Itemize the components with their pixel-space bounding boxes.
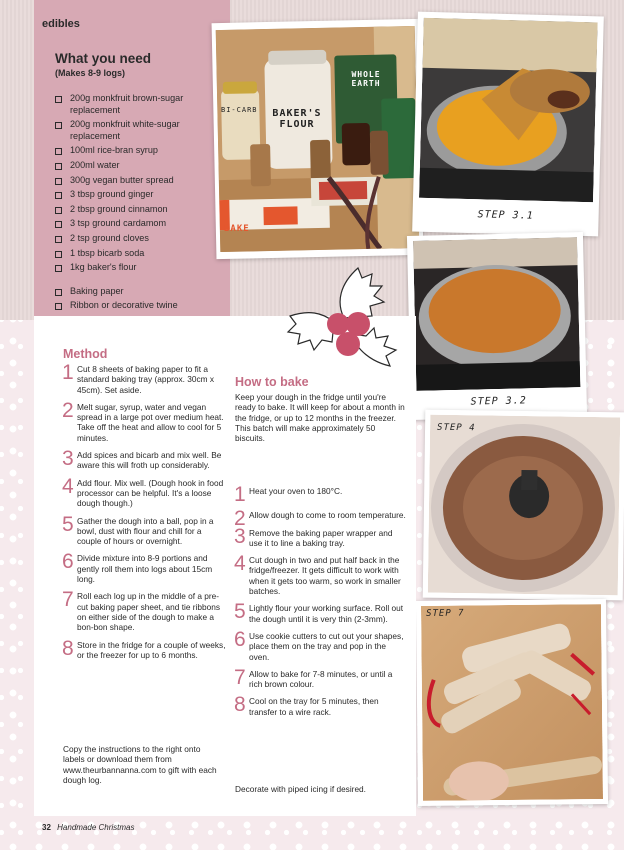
- step-text: Cool on the tray for 5 minutes, then transfer to a wire rack.: [249, 696, 379, 717]
- ingredient-item: 200g monkfruit brown-sugar replacement: [55, 93, 227, 116]
- step-4-image: [428, 415, 620, 596]
- photo-step-7: [416, 599, 608, 806]
- ingredient-item: 2 tsp ground cloves: [55, 233, 227, 245]
- step-number: 6: [62, 550, 74, 574]
- label-bakers-flour: BAKER'S FLOUR: [272, 108, 322, 130]
- bake-intro: Keep your dough in the fridge until you're ready to bake. It will keep for about a month in the fridge, or up to 12 months in the freezer. This batch will make approximately 50 biscuits.: [235, 392, 405, 444]
- step-text: Cut dough in two and put half back in the fridge/freezer. It gets difficult to work with when it gets too warm, so work in smaller batches.: [249, 555, 401, 597]
- ingredient-item: 200ml water: [55, 160, 227, 172]
- step-text: Use cookie cutters to cut out your shapes, place them on the tray and pop in the oven.: [249, 630, 404, 662]
- step-number: 2: [62, 398, 74, 422]
- bake-step: [234, 665, 407, 690]
- magazine-name: Handmade Christmas: [57, 823, 135, 832]
- step-number: 4: [234, 552, 246, 576]
- step-text: Divide mixture into 8-9 portions and gently roll them into logs about 15cm long.: [77, 553, 213, 585]
- step-text: Allow to bake for 7-8 minutes, or until a rich brown colour.: [249, 668, 393, 690]
- page-number: 32: [42, 823, 51, 832]
- photo-step-3-2: [407, 232, 587, 420]
- step-number: 3: [234, 524, 246, 548]
- method-heading: Method: [63, 347, 108, 361]
- step-number: 5: [62, 512, 74, 536]
- ingredient-item: 200g monkfruit white-sugar replacement: [55, 119, 227, 142]
- step-7-image: [421, 604, 603, 801]
- bake-step: [234, 693, 407, 717]
- step-number: 8: [234, 693, 246, 717]
- step-number: 2: [234, 507, 246, 531]
- step-3-1-image: [419, 18, 598, 202]
- section-tag: edibles: [42, 18, 80, 30]
- bake-steps: [234, 483, 407, 724]
- ingredient-item: 100ml rice-bran syrup: [55, 145, 227, 157]
- photo-step-3-1: [412, 12, 604, 237]
- method-step: [62, 474, 226, 509]
- ingredient-item: 3 tbsp ground ginger: [55, 189, 227, 201]
- caption-step-3-1: STEP 3.1: [477, 209, 534, 222]
- label-bicarb: BI-CARB: [221, 106, 258, 114]
- caption-step-7: STEP 7: [426, 608, 465, 619]
- step-number: 7: [62, 588, 74, 612]
- step-number: 4: [62, 474, 74, 498]
- ingredient-item: 300g vegan butter spread: [55, 175, 227, 187]
- step-number: 3: [62, 447, 74, 471]
- step-number: 8: [62, 636, 74, 660]
- bake-step: [234, 524, 407, 549]
- step-number: 7: [234, 665, 246, 689]
- ingredient-list: [55, 93, 227, 315]
- step-text: Add spices and bicarb and mix well. Be aware this will froth up considerably.: [77, 450, 222, 471]
- bake-step: [234, 552, 407, 597]
- bake-closing: Decorate with piped icing if desired.: [235, 784, 366, 794]
- label-whole-earth: WHOLE EARTH: [351, 70, 381, 88]
- caption-step-3-2: STEP 3.2: [470, 395, 527, 408]
- ingredients-subtitle: (Makes 8-9 logs): [55, 68, 126, 78]
- ingredient-item: 2 tbsp ground cinnamon: [55, 204, 227, 216]
- bake-heading: How to bake: [235, 375, 309, 389]
- step-text: Remove the baking paper wrapper and use it to line a baking tray.: [249, 527, 393, 548]
- label-bake-box: BAKE: [224, 224, 250, 234]
- step-number: 1: [62, 361, 74, 384]
- method-step: [62, 398, 226, 443]
- bake-step: [234, 600, 407, 624]
- step-text: Melt sugar, syrup, water and vegan spread in a large pot over medium heat. Take off the heat and allow to cool for 5 minutes.: [77, 401, 224, 443]
- method-step: [62, 550, 226, 585]
- step-3-2-image: [413, 237, 580, 391]
- page-footer: [42, 823, 135, 832]
- bake-step: [234, 483, 407, 506]
- step-number: 1: [234, 483, 246, 506]
- ingredients-title: What you need: [55, 51, 152, 66]
- holly-icon: [286, 262, 398, 382]
- ingredient-item: 1 tbsp bicarb soda: [55, 248, 227, 260]
- bake-step: [234, 627, 407, 662]
- caption-step-4: STEP 4: [436, 422, 476, 434]
- step-text: Add flour. Mix well. (Dough hook in food processor can be helpful. It's a loose dough though.): [77, 477, 224, 509]
- step-number: 6: [234, 627, 246, 651]
- step-text: Roll each log up in the middle of a pre-cut baking paper sheet, and tie ribbons on either side of the dough to make a bon-bon shape.: [77, 591, 220, 633]
- step-text: Store in the fridge for a couple of weeks, or the freezer for up to 6 months.: [77, 639, 226, 660]
- ingredients-image: [216, 26, 420, 252]
- bake-step: [234, 507, 407, 531]
- step-number: 5: [234, 600, 246, 624]
- step-text: Gather the dough into a ball, pop in a bowl, dust with flour and chill for a couple of hours or overnight.: [77, 515, 214, 547]
- method-step: [62, 361, 226, 395]
- step-text: Lightly flour your working surface. Roll out the dough until it is very thin (2-3mm).: [249, 603, 404, 624]
- method-step: [62, 447, 226, 471]
- method-step: [62, 636, 226, 661]
- method-step: [62, 588, 226, 633]
- ingredient-item: 1kg baker's flour: [55, 262, 227, 274]
- step-text: Heat your oven to 180°C.: [249, 486, 343, 496]
- step-text: Allow dough to come to room temperature.: [249, 510, 406, 521]
- extra-item: Ribbon or decorative twine: [55, 300, 227, 312]
- method-step: [62, 512, 226, 547]
- step-text: Cut 8 sheets of baking paper to fit a standard baking tray (approx. 30cm x 45cm). Set aside.: [77, 364, 214, 395]
- photo-step-4: [423, 410, 624, 601]
- extra-item: Baking paper: [55, 286, 227, 298]
- ingredient-item: 3 tsp ground cardamom: [55, 218, 227, 230]
- method-note: Copy the instructions to the right onto labels or download them from www.theurbannanna.com to gift with each dough log.: [63, 744, 217, 785]
- method-steps: [62, 361, 226, 667]
